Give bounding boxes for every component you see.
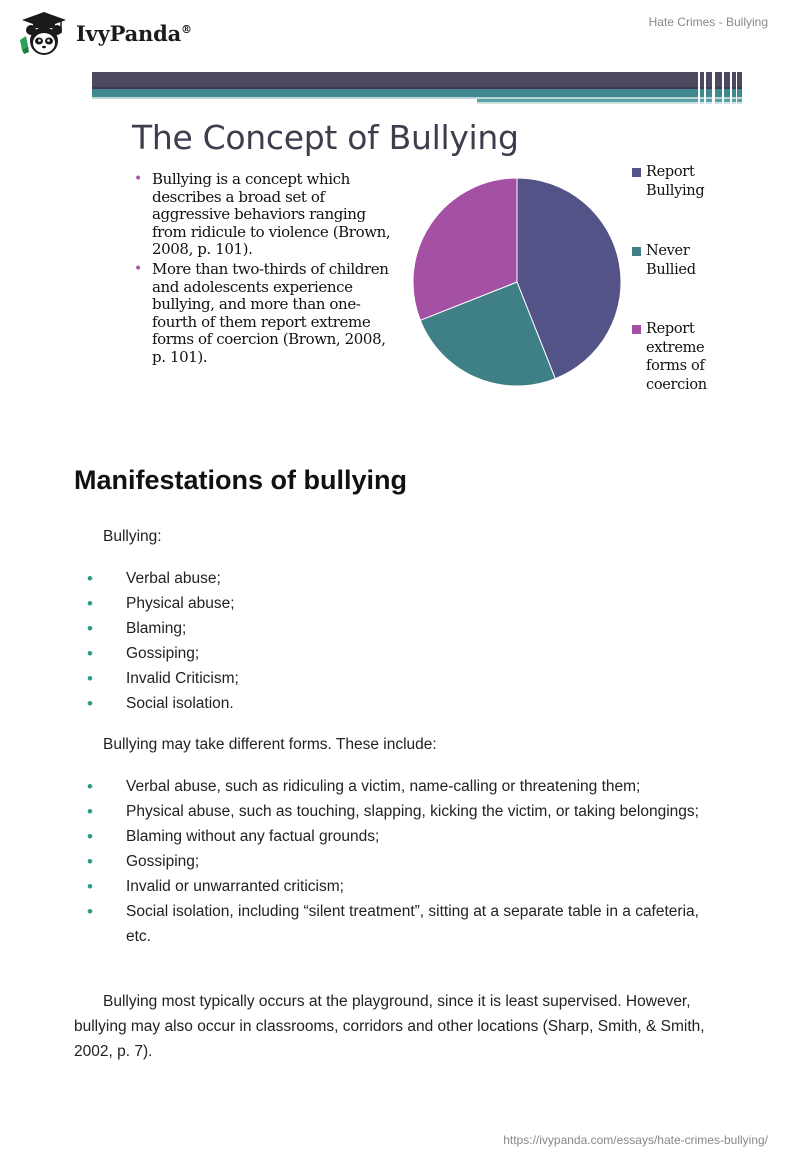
- list-item: • Social isolation.: [74, 691, 714, 716]
- legend-item: [632, 163, 704, 200]
- intro-paragraph: Bullying:: [103, 528, 162, 545]
- list-item: • Verbal abuse, such as ridiculing a victim, name-calling or threatening them;: [74, 774, 714, 799]
- slide-bullet: • Bullying is a concept which describes a broad set of aggressive behaviors ranging from ridicule to violence (Brown, 2008, p. 101).: [132, 171, 392, 259]
- legend-item: [632, 320, 707, 394]
- bullying-pie-chart: [402, 167, 632, 397]
- list-item: • Invalid Criticism;: [74, 666, 714, 691]
- list-item: • Verbal abuse;: [74, 566, 714, 591]
- slide-image: [92, 72, 742, 412]
- list-item: • Blaming without any factual grounds;: [74, 824, 714, 849]
- section-heading: Manifestations of bullying: [74, 465, 408, 495]
- slide-title: The Concept of Bullying: [132, 118, 519, 157]
- legend-swatch: [632, 247, 641, 256]
- source-url[interactable]: https://ivypanda.com/essays/hate-crimes-bullying/: [503, 1133, 768, 1147]
- legend-item: [632, 242, 696, 279]
- list-item: • Gossiping;: [74, 849, 714, 874]
- legend-swatch: [632, 325, 641, 334]
- forms-list: [74, 774, 714, 949]
- brand-name: IvyPanda®: [76, 20, 192, 46]
- list-item: • Physical abuse;: [74, 591, 714, 616]
- list-item: • Physical abuse, such as touching, slapping, kicking the victim, or taking belongings;: [74, 799, 714, 824]
- closing-paragraph: Bullying most typically occurs at the playground, since it is least supervised. However, bullying may also occur in classrooms, corridors and other locations (Sharp, Smith, & Smith, 2002, p. 7).: [74, 993, 705, 1060]
- forms-paragraph: Bullying may take different forms. These include:: [103, 736, 437, 753]
- list-item: • Blaming;: [74, 616, 714, 641]
- brand-logo[interactable]: [16, 10, 192, 56]
- legend-label: Report Bullying: [646, 164, 705, 199]
- list-item: • Gossiping;: [74, 641, 714, 666]
- slide-bullet-list: [132, 171, 392, 369]
- legend-swatch: [632, 168, 641, 177]
- legend-label: Report extreme forms of coercion: [646, 321, 707, 393]
- list-item: • Social isolation, including “silent treatment”, sitting at a separate table in a cafeteria, etc.: [74, 899, 714, 949]
- list-item: • Invalid or unwarranted criticism;: [74, 874, 714, 899]
- slide-bullet: • More than two-thirds of children and adolescents experience bullying, and more than one-fourth of them report extreme forms of coercion (Brown, 2008, p. 101).: [132, 261, 392, 367]
- legend-label: Never Bullied: [646, 243, 696, 278]
- slide-header-bars: [92, 72, 742, 108]
- document-title: Hate Crimes - Bullying: [648, 15, 768, 29]
- panda-graduate-icon: [16, 10, 72, 56]
- manifestations-list: [74, 566, 714, 716]
